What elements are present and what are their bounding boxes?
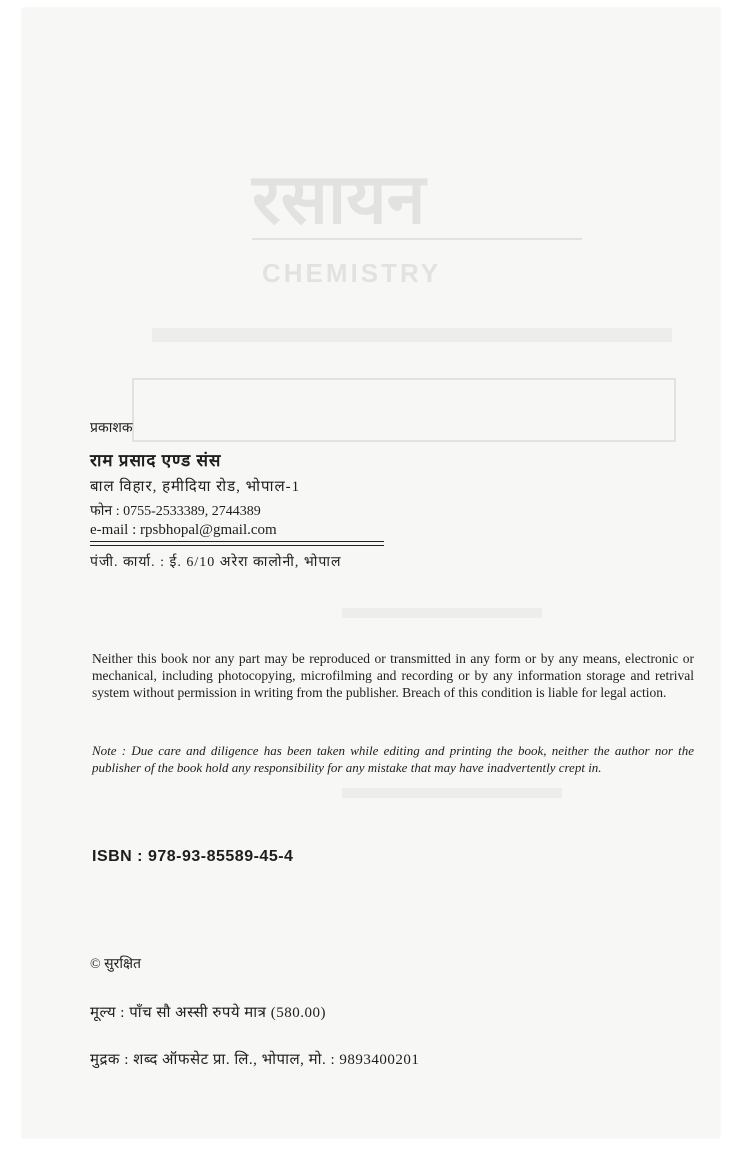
- bleed-through-rule: [252, 238, 582, 240]
- bleed-through-line: [152, 328, 672, 342]
- divider: [90, 541, 384, 542]
- price: मूल्य : पाँच सौ अस्सी रुपये मात्र (580.00): [90, 1005, 326, 1021]
- isbn: ISBN : 978-93-85589-45-4: [92, 848, 294, 865]
- bleed-through-subtitle: CHEMISTRY: [262, 258, 442, 288]
- bleed-through-line: [342, 788, 562, 798]
- publisher-email: e-mail : rpsbhopal@gmail.com: [90, 522, 277, 538]
- divider: [90, 545, 384, 546]
- registered-office: पंजी. कार्या. : ई. 6/10 अरेरा कालोनी, भोपाल: [90, 555, 342, 570]
- bleed-through-line: [342, 608, 542, 618]
- bleed-through-title: रसायन: [252, 162, 426, 239]
- copyright-notice: © सुरक्षित: [90, 957, 141, 972]
- publisher-phone: फोन : 0755-2533389, 2744389: [90, 504, 261, 519]
- publisher-label: प्रकाशक: [90, 421, 133, 436]
- bleed-through-box: [132, 378, 676, 442]
- printer-info: मुद्रक : शब्द ऑफसेट प्रा. लि., भोपाल, मो. : 9893400201: [90, 1052, 420, 1068]
- publisher-address: बाल विहार, हमीदिया रोड, भोपाल-1: [90, 479, 301, 495]
- legal-notice: Neither this book nor any part may be reproduced or transmitted in any form or by any means, electronic or mechanical, including photocopying, microfilming and recording or by any information storage and retrival system without permission in writing from the publisher. Breach of this condition is liable for legal action.: [92, 651, 694, 700]
- disclaimer-note: Note : Due care and diligence has been taken while editing and printing the book, neither the author nor the publisher of the book hold any responsibility for any mistake that may have inadvertently crept in.: [92, 743, 694, 775]
- publisher-name: राम प्रसाद एण्ड संस: [90, 451, 222, 470]
